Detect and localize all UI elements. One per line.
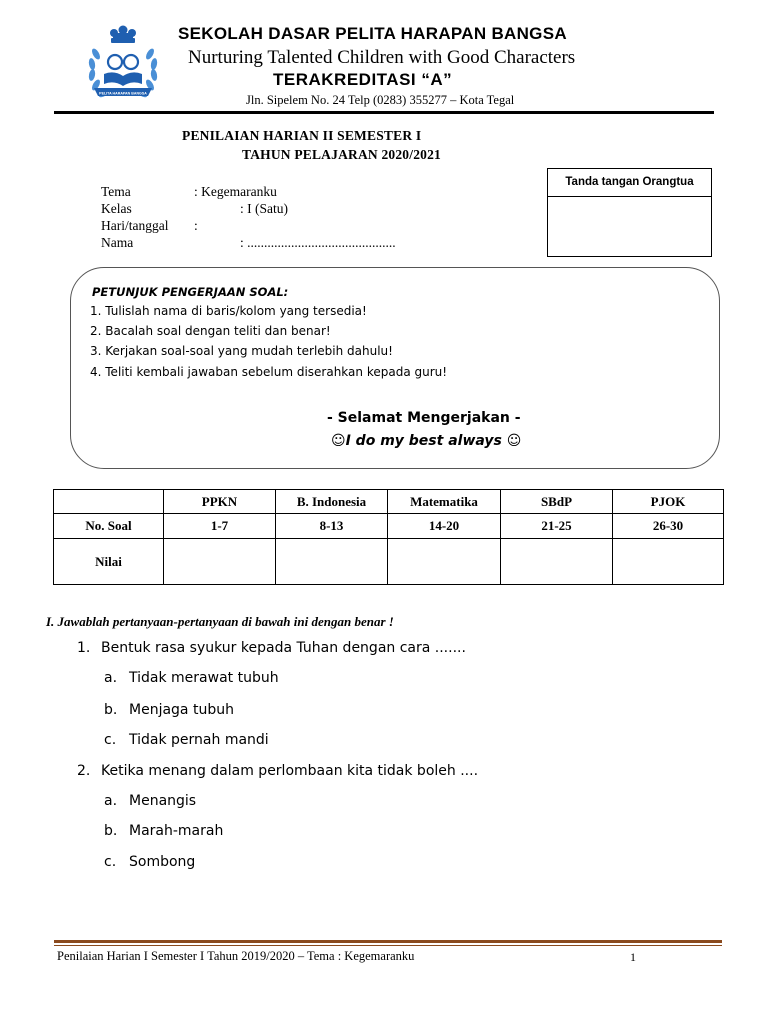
score-cell[interactable] (501, 539, 613, 585)
row-label-nilai: Nilai (54, 539, 164, 585)
score-table (53, 489, 724, 585)
table-row (54, 539, 724, 585)
option-letter: a. (104, 670, 118, 686)
tema-value: : Kegemaranku (194, 184, 277, 199)
exam-year: TAHUN PELAJARAN 2020/2021 (242, 147, 442, 162)
row-label-no-soal: No. Soal (54, 514, 164, 539)
svg-text:PELITA HARAPAN BANGSA: PELITA HARAPAN BANGSA (99, 91, 147, 96)
table-row (54, 514, 724, 539)
footer-divider (54, 940, 722, 943)
instruction-item: 1. Tulislah nama di baris/kolom yang tersedia! (90, 304, 367, 318)
exam-title: PENILAIAN HARIAN II SEMESTER I (182, 128, 422, 143)
answer-option[interactable]: Sombong (129, 854, 196, 870)
ribbon-banner (94, 88, 152, 96)
instruction-item: 4. Teliti kembali jawaban sebelum diserahkan kepada guru! (90, 365, 448, 379)
answer-option[interactable]: Tidak merawat tubuh (129, 670, 279, 686)
option-letter: b. (104, 702, 118, 718)
question-range-cell: 8-13 (276, 514, 388, 539)
question-range-cell: 1-7 (164, 514, 276, 539)
option-letter: c. (104, 854, 117, 870)
hari-tanggal-label: Hari/tanggal (101, 218, 169, 233)
question-range-cell: 26-30 (613, 514, 724, 539)
subject-header: SBdP (501, 490, 613, 514)
score-cell[interactable] (164, 539, 276, 585)
question-number: 1. (77, 640, 91, 656)
closing-greeting: - Selamat Mengerjakan - (327, 410, 521, 426)
accreditation-label: TERAKREDITASI “A” (273, 70, 453, 89)
subject-header: PPKN (164, 490, 276, 514)
subject-header: PJOK (613, 490, 724, 514)
page-number: 1 (630, 950, 636, 964)
answer-option[interactable]: Menangis (129, 793, 197, 809)
nama-label: Nama (101, 235, 134, 250)
tema-label: Tema (101, 184, 131, 199)
option-letter: b. (104, 823, 118, 839)
question-text: Bentuk rasa syukur kepada Tuhan dengan cara ....... (101, 640, 466, 656)
table-header-row (54, 490, 724, 514)
nama-field[interactable]: : ............................................ (240, 235, 396, 250)
subject-header: B. Indonesia (276, 490, 388, 514)
header-divider (54, 111, 714, 114)
option-letter: a. (104, 793, 118, 809)
section-heading: I. Jawablah pertanyaan-pertanyaan di bawah ini dengan benar ! (46, 614, 394, 629)
parent-signature-box[interactable] (547, 168, 712, 257)
score-cell[interactable] (613, 539, 724, 585)
answer-option[interactable]: Tidak pernah mandi (129, 732, 269, 748)
kelas-label: Kelas (101, 201, 132, 216)
answer-option[interactable]: Marah-marah (129, 823, 224, 839)
footer-text: Penilaian Harian I Semester I Tahun 2019/2020 – Tema : Kegemaranku (57, 949, 415, 963)
table-corner-cell (54, 490, 164, 514)
crown-icon (110, 26, 136, 44)
book-icon (104, 72, 142, 86)
kelas-value: : I (Satu) (240, 201, 288, 216)
footer-divider-thin (54, 945, 722, 946)
subject-header: Matematika (388, 490, 501, 514)
school-tagline: Nurturing Talented Children with Good Characters (188, 47, 576, 68)
question-text: Ketika menang dalam perlombaan kita tidak boleh .... (101, 763, 479, 779)
score-cell[interactable] (276, 539, 388, 585)
signature-box-title: Tanda tangan Orangtua (548, 169, 711, 197)
option-letter: c. (104, 732, 117, 748)
hari-tanggal-field[interactable]: : (194, 218, 198, 233)
answer-option[interactable]: Menjaga tubuh (129, 702, 234, 718)
instructions-title: PETUNJUK PENGERJAAN SOAL: (92, 285, 289, 299)
school-name: SEKOLAH DASAR PELITA HARAPAN BANGSA (178, 24, 567, 43)
school-logo (84, 24, 162, 108)
glasses-icon (108, 55, 138, 69)
question-range-cell: 14-20 (388, 514, 501, 539)
instruction-item: 2. Bacalah soal dengan teliti dan benar! (90, 324, 331, 338)
question-number: 2. (77, 763, 91, 779)
motto-text: ☺I do my best always ☺ (331, 433, 522, 449)
school-address: Jln. Sipelem No. 24 Telp (0283) 355277 – Kota Tegal (246, 93, 515, 107)
score-cell[interactable] (388, 539, 501, 585)
question-range-cell: 21-25 (501, 514, 613, 539)
instruction-item: 3. Kerjakan soal-soal yang mudah terlebih dahulu! (90, 344, 393, 358)
